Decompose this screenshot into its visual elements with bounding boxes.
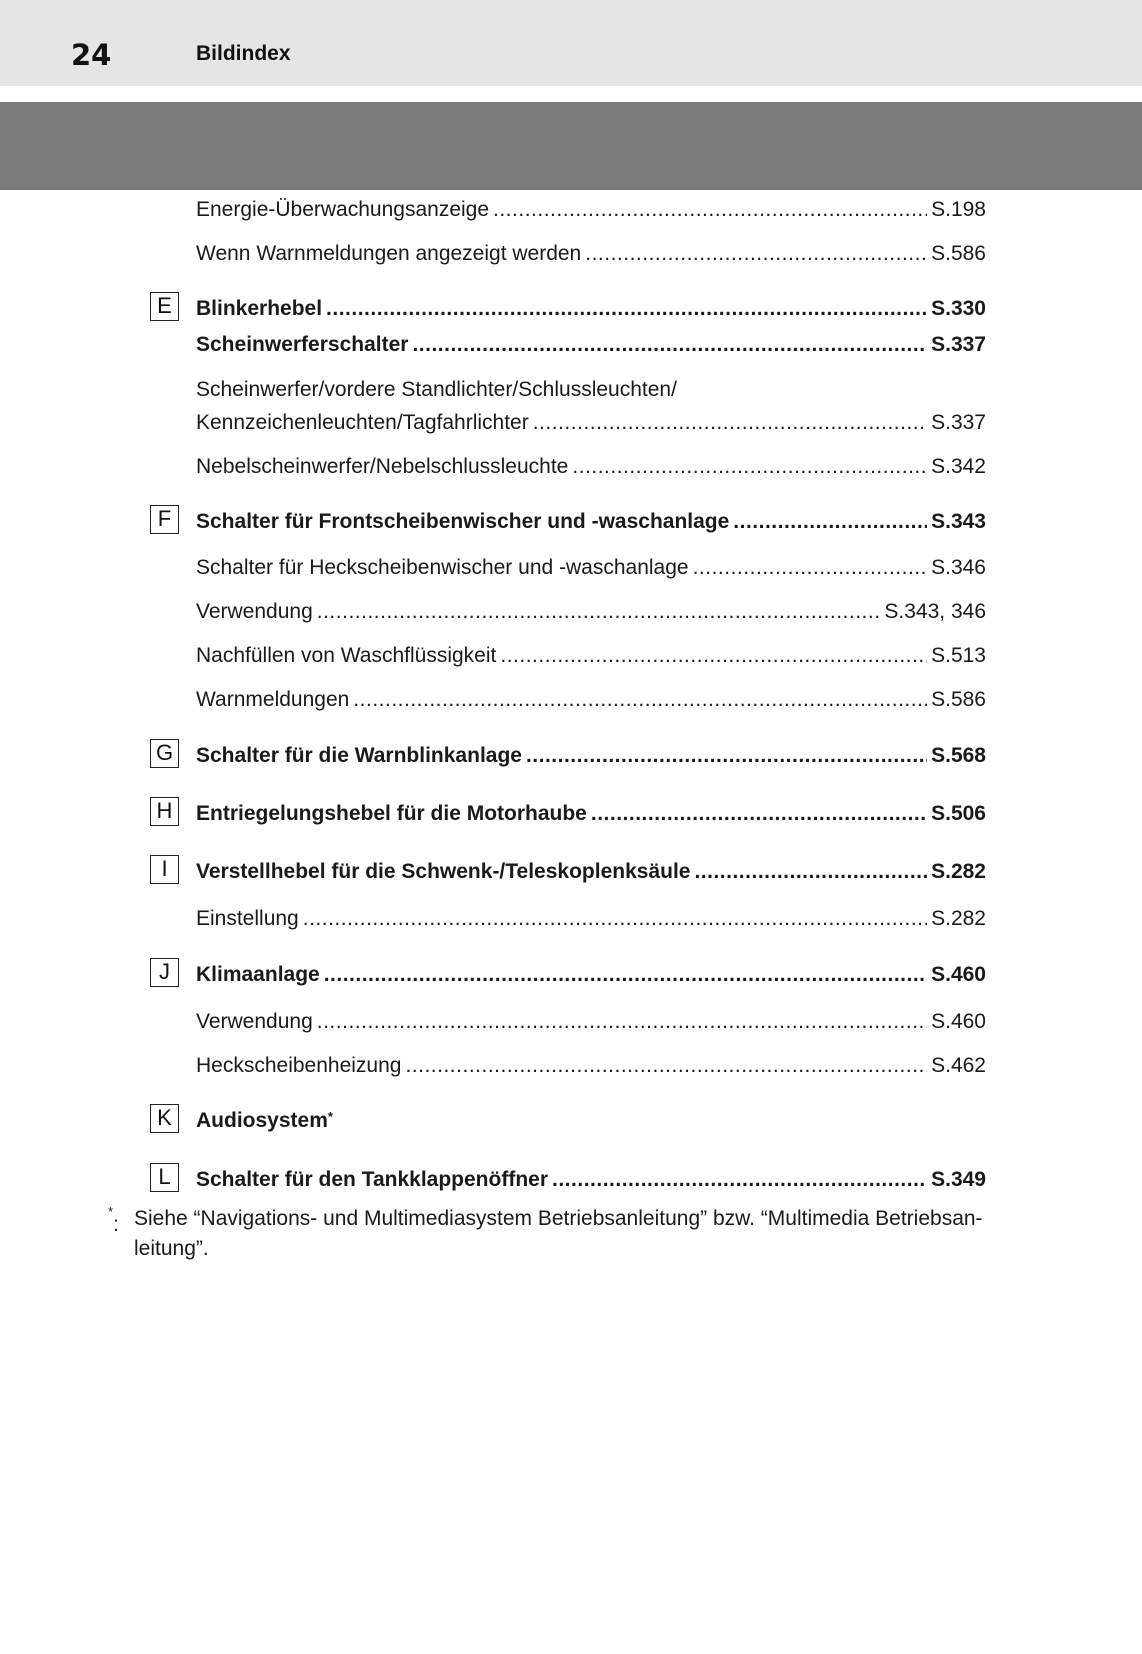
index-letter-box: H [150,797,179,826]
footnote-asterisk: * [327,1109,333,1124]
page-number: 24 [71,38,112,72]
dot-leader [324,962,927,988]
entry-page-ref: S.342 [931,455,986,478]
entry-label: Warnmeldungen [196,688,350,711]
entry-label: Blinkerhebel [196,297,323,320]
index-letter-box: F [150,505,179,534]
index-entry [196,687,986,713]
footnote-text-line2: leitung”. [134,1237,209,1260]
index-entry-main [196,962,986,988]
dot-leader [591,801,927,827]
entry-page-ref: S.330 [931,297,986,320]
entry-label: Verwendung [196,1010,313,1033]
entry-page-ref: S.568 [931,744,986,767]
entry-label: Audiosystem [196,1109,328,1132]
entry-page-ref: S.586 [931,242,986,265]
entry-label: Nebelscheinwerfer/Nebelschlussleuchte [196,455,569,478]
entry-label: Einstellung [196,907,299,930]
entry-label: Verstellhebel für die Schwenk-/Teleskoplenksäule [196,860,691,883]
entry-page-ref: S.506 [931,802,986,825]
index-entry-main [196,332,986,358]
index-entry [196,599,986,625]
footnote-asterisk: * [108,1204,114,1219]
dot-leader [552,1167,927,1193]
index-entry-main [196,296,986,322]
index-entry [196,197,986,223]
dot-leader [500,643,927,669]
dot-leader [353,687,927,713]
entry-page-ref: S.343, 346 [884,600,986,623]
footnote-separator: : [113,1213,119,1236]
entry-page-ref: S.337 [931,411,986,434]
entry-page-ref: S.198 [931,198,986,221]
index-entry-main [196,859,986,885]
dot-leader [585,241,927,267]
entry-label: Energie-Überwachungsanzeige [196,198,490,221]
entry-label: Nachfüllen von Waschflüssigkeit [196,644,497,667]
entry-label: Heckscheibenheizung [196,1054,402,1077]
index-entry-main [196,509,986,535]
entry-page-ref: S.343 [931,510,986,533]
footnote-text: Siehe “Navigations- und Multimediasystem Betriebsanleitung” bzw. “Multimedia Betriebsan- [134,1207,983,1230]
index-letter-box: J [150,958,179,987]
entry-page-ref: S.337 [931,333,986,356]
index-entry [196,555,986,581]
entry-label: Schalter für Frontscheibenwischer und -waschanlage [196,510,730,533]
index-entry [196,454,986,480]
entry-label: Wenn Warnmeldungen angezeigt werden [196,242,582,265]
dot-leader [572,454,927,480]
entry-label-line1: Scheinwerfer/vordere Standlichter/Schlussleuchten/ [196,378,677,401]
entry-label: Entriegelungshebel für die Motorhaube [196,802,587,825]
entry-page-ref: S.460 [931,1010,986,1033]
entry-label: Scheinwerferschalter [196,333,409,356]
entry-page-ref: S.462 [931,1054,986,1077]
dot-leader [303,906,927,932]
dot-leader [694,859,927,885]
entry-label: Verwendung [196,600,313,623]
entry-page-ref: S.586 [931,688,986,711]
entry-page-ref: S.349 [931,1168,986,1191]
entry-label: Schalter für den Tankklappenöffner [196,1168,549,1191]
entry-label: Schalter für die Warnblinkanlage [196,744,522,767]
index-letter-box: E [150,292,179,321]
page-header [0,0,1142,86]
entry-page-ref: S.460 [931,963,986,986]
index-entry [196,906,986,932]
dot-leader [405,1053,927,1079]
entry-page-ref: S.346 [931,556,986,579]
entry-label: Kennzeichenleuchten/Tagfahrlichter [196,411,529,434]
footnote-marker [108,1204,119,1240]
entry-page-ref: S.513 [931,644,986,667]
dot-leader [493,197,927,223]
index-entry [196,241,986,267]
index-letter-box: I [150,855,179,884]
index-letter-box: K [150,1104,179,1133]
dot-leader [533,410,927,436]
dot-leader [317,1009,927,1035]
dot-leader [412,332,927,358]
index-letter-box: L [150,1163,179,1192]
section-title: Bildindex [196,42,291,65]
dot-leader [693,555,928,581]
footnote [108,1204,1038,1264]
index-entry-main [196,1108,333,1134]
index-entry-main [196,801,986,827]
dot-leader [317,599,881,625]
index-entry [196,1009,986,1035]
entry-page-ref: S.282 [931,860,986,883]
index-entry [196,643,986,669]
index-letter-box: G [150,739,179,768]
dot-leader [326,296,927,322]
index-entry [196,410,986,436]
dot-leader [526,743,927,769]
header-band [0,102,1142,190]
dot-leader [733,509,927,535]
entry-label: Schalter für Heckscheibenwischer und -waschanlage [196,556,689,579]
index-entry-main [196,743,986,769]
index-entry-main [196,1167,986,1193]
entry-label: Klimaanlage [196,963,320,986]
entry-page-ref: S.282 [931,907,986,930]
index-entry [196,1053,986,1079]
